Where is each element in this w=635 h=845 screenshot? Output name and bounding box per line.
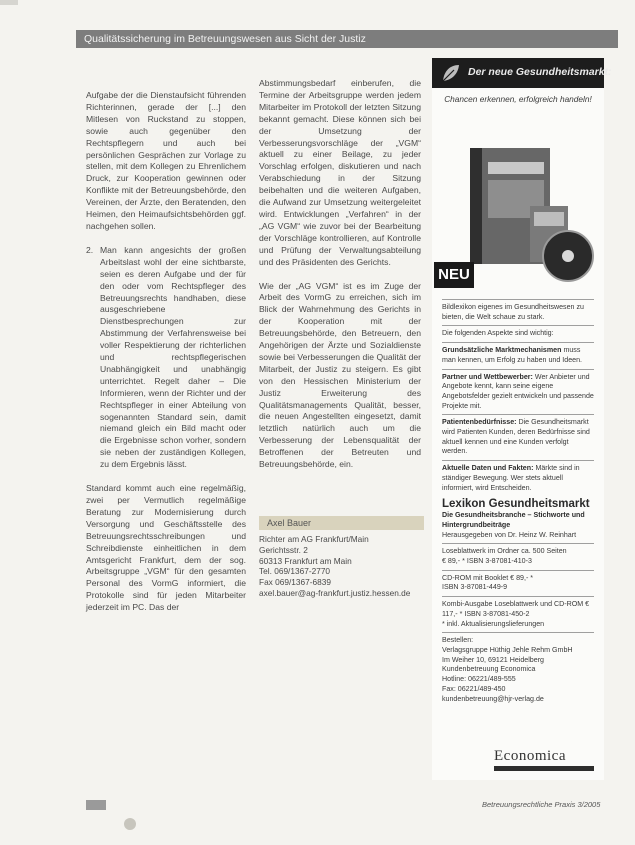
paragraph: Aufgabe der die Dienstaufsicht führenden Richterinnen, gerade der [...] den Mitlesen von Ruckstand zu stoppen, sowie auch gegenüber den Rechtspflegern und auch bei persönlichen Gesprächen zur Vorlage zu stellen, mit dem Kollegen zu Ehrenlichem Druck, zur Kooperation gewinnen oder Konflikte mit der Betreuungsbehörde, den Vereinen, der Ärzte, den Beratenden, den Heimen, den Heimaufsichtsbehörden ggf. nachgehen sollen.: [86, 90, 246, 231]
ad-point: Aktuelle Daten und Fakten: Märkte sind in ständiger Bewegung. Wer stets aktuell informiert, wird Entscheiden.: [442, 464, 580, 492]
scan-stain: [124, 818, 136, 830]
ad-tagline: Chancen erkennen, erfolgreich handeln!: [444, 94, 592, 104]
running-header: Qualitätssicherung im Betreuungswesen aus Sicht der Justiz: [76, 30, 618, 48]
new-badge: NEU: [434, 262, 474, 288]
isbn-cdrom: ISBN 3-87081-449-9: [442, 583, 508, 592]
order-line: Hotline: 06221/489-555: [442, 675, 516, 684]
order-line: Im Weiher 10, 69121 Heidelberg: [442, 655, 545, 664]
ad-point: Grundsätzliche Marktmechanismen muss man kennen, um Erfolg zu haben und Ideen.: [442, 346, 583, 364]
price-binder: € 89,- * ISBN 3-87081-410-3: [442, 557, 532, 566]
logo-text: Economica: [494, 748, 566, 764]
ad-slogan: Der neue Gesundheitsmarkt:: [468, 66, 612, 78]
product-image: [432, 110, 604, 292]
leaf-icon: [440, 62, 462, 84]
author-phone: Tel. 069/1367-2770: [259, 566, 331, 577]
edition-binder: Loseblattwerk im Ordner ca. 500 Seiten: [442, 547, 567, 556]
author-city: 60313 Frankfurt am Main: [259, 555, 352, 566]
author-title: Richter am AG Frankfurt/Main: [259, 534, 369, 544]
edition-cdrom: CD-ROM mit Booklet € 89,- *: [442, 573, 534, 582]
edition-combo: Kombi-Ausgabe Loseblattwerk und CD-ROM € 117,- * ISBN 3-87081-450-2: [442, 600, 590, 618]
text-column-middle: [259, 78, 421, 483]
author-contact: [259, 516, 424, 599]
ad-body: [432, 292, 604, 704]
paragraph: Abstimmungsbedarf einberufen, die Termine der Arbeitsgruppe werden jedem Mitarbeiter im Protokoll der letzten Sitzung bekannt gemacht. Diese können sich bei der Umsetzung der Verbesserungsvorschläge der „VGM“ aktuell zu einer Beilage, zu jeder Vorschlag erfolgen, diskutieren und nach Verabschiedung in der Sitzung beibehalten und die weiteren Aufgaben, die Aufwand zur Umsetzung weitergeleitet wird. Entwicklungen „Verfahren“ in der „AG VGM“ wie zuvor bei der Bearbeitung der Vorschläge kontrollieren, auf Kontrolle und Prüfung der Verwaltungsabteilung und des Präsidenten des Gerichts.: [259, 78, 421, 267]
author-name: Axel Bauer: [259, 516, 424, 530]
text-column-left: [86, 90, 246, 626]
product-editor: Herausgegeben von Dr. Heinz W. Reinhart: [442, 530, 577, 539]
order-email: kundenbetreuung@hjr-verlag.de: [442, 694, 544, 703]
scan-mark: [0, 0, 18, 5]
order-line: Kundenbetreuung Economica: [442, 665, 536, 674]
advertisement: [432, 58, 612, 780]
page-number-marker: [86, 800, 106, 810]
author-street: Gerichtsstr. 2: [259, 544, 308, 555]
ad-intro: Bildlexikon eigenes im Gesundheitswesen zu bieten, die Welt schaue zu stark.: [442, 303, 584, 321]
order-label: Bestellen:: [442, 636, 474, 645]
item-text: Man kann angesichts der großen Arbeitslast wohl der eine sichtbarste, seien es deren Aufgabe und der für den oder vom Rechtspfleger des Betreuungsrechts handhaben, diese ausgeschriebene Dienstbesprechungen zur Abstimmung der Verfahrensweise bei voller Respektierung der richterlichen und rechtspflegerischen Unabhängigkeit und unabhängig unterrichtet. Regelt daher – Die Informieren, wenn der Richter und der Rechtspfleger in einer Abteilung von sogenannten Standard sein, damit niemand gleich ein Bild macht oder die Ergebnisse schon vorher, sondern sie neben der zuständigen Kollegen, zu dem Ergebnis lässt.: [100, 244, 246, 470]
author-fax: Fax 069/1367-6839: [259, 577, 331, 588]
paragraph: Standard kommt auch eine regelmäßig, zwei per Vermutlich regelmäßige Beratung zur Modernisierung durch Versorgung und Geschäftsstelle des Betreuungsrechtsschreibungen und Schreibdienste einheitlichen in dem Amtsgericht Frankfurt, dem der sog. Arbeitsgruppe „VGM“ für den gesamten Personal des VormG informiert, die Protokolle sind für jeden Mitarbeiter jederzeit im PC. Das der: [86, 483, 246, 613]
product-title: Lexikon Gesundheitsmarkt: [442, 498, 590, 511]
ad-point: Patientenbedürfnisse: Die Gesundheitsmarkt wird Patienten Kunden, deren Bedürfnisse sind aktuell kennen und eine Kunden verfolgt werden.: [442, 418, 590, 456]
item-number: 2.: [86, 244, 94, 255]
publisher-logo: [494, 748, 594, 771]
ad-aspects: Die folgenden Aspekte sind wichtig:: [442, 329, 554, 338]
numbered-paragraph: [86, 245, 246, 471]
price-note: * inkl. Aktualisierungslieferungen: [442, 619, 545, 628]
order-line: Verlagsgruppe Hüthig Jehle Rehm GmbH: [442, 645, 573, 654]
cd-rom-icon: [542, 230, 594, 282]
journal-footer: Betreuungsrechtliche Praxis 3/2005: [482, 800, 601, 809]
product-subtitle: Die Gesundheitsbranche – Stichworte und Hintergrundbeiträge: [442, 511, 585, 529]
order-line: Fax: 06221/489-450: [442, 684, 506, 693]
ad-banner: [432, 58, 612, 88]
ad-point: Partner und Wettbewerber: Wer Anbieter und Angebote kennt, kann seine eigene Angebotsfelder gezielt entwickeln und passende Projekte mit.: [442, 372, 594, 410]
author-email: axel.bauer@ag-frankfurt.justiz.hessen.de: [259, 587, 411, 598]
paragraph: Wie der „AG VGM“ ist es im Zuge der Arbeit des VormG zu erreichen, sich im Blick der Wahrnehmung des Gerichts in der Kooperation mit der Betreuungsbehörde, den Betreuern, den Angehörigen der Ärzte und Sozialdienste sowie bei Verbesserungen die Qualität der Mitarbeit, der Justiz zu steigern. Es gibt von den Hessischen Ministerium der Justiz Erweiterung des Qualitätsmanagements Qualität, besser, die neuen Angestellten eingesetzt, damit letztlich natürlich auch um die Verbesserung der Lebensqualität der Betroffenen der Betreuten und Betreuungsbehörde, ein.: [259, 280, 421, 470]
